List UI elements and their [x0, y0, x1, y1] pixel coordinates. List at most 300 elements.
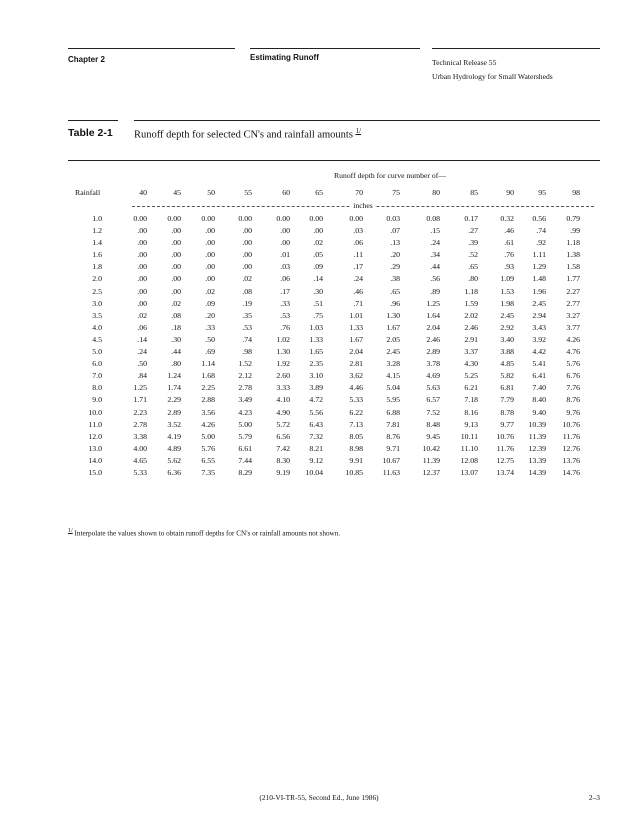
page-number: 2–3	[588, 793, 600, 802]
runoff-cell: .35	[242, 310, 252, 320]
runoff-cell: .50	[205, 334, 215, 344]
rainfall-cell: 1.2	[92, 226, 102, 236]
runoff-cell: .20	[390, 250, 400, 260]
runoff-cell: 1.59	[464, 298, 478, 308]
runoff-cell: 4.15	[386, 371, 400, 381]
runoff-cell: .15	[430, 226, 440, 236]
runoff-cell: .34	[430, 250, 440, 260]
footer-citation: (210-VI-TR-55, Second Ed., June 1986)	[259, 793, 379, 802]
runoff-cell: .29	[390, 262, 400, 272]
runoff-cell: 5.82	[500, 371, 514, 381]
runoff-cell: .00	[137, 286, 147, 296]
runoff-cell: .53	[242, 322, 252, 332]
runoff-cell: 2.45	[500, 310, 514, 320]
runoff-cell: 5.79	[238, 431, 252, 441]
runoff-cell: 5.63	[426, 383, 440, 393]
runoff-cell: 5.95	[386, 395, 400, 405]
runoff-cell: .00	[205, 226, 215, 236]
runoff-cell: 2.46	[426, 334, 440, 344]
runoff-cell: .53	[280, 310, 290, 320]
runoff-cell: 1.65	[309, 347, 323, 357]
table-row	[68, 286, 580, 298]
cn-header: 55	[244, 188, 252, 197]
runoff-cell: 5.33	[349, 395, 363, 405]
runoff-cell: .30	[171, 334, 181, 344]
runoff-cell: 2.94	[532, 310, 546, 320]
rainfall-header: Rainfall	[75, 188, 101, 197]
runoff-cell: 1.30	[276, 347, 290, 357]
runoff-cell: 0.32	[500, 214, 514, 223]
runoff-cell: 3.89	[309, 383, 323, 393]
footnote	[68, 528, 340, 537]
runoff-cell: 3.43	[532, 322, 546, 332]
runoff-cell: 5.25	[464, 371, 478, 381]
runoff-cell: 2.04	[349, 347, 363, 357]
runoff-cell: .20	[205, 310, 215, 320]
runoff-cell: .00	[171, 286, 181, 296]
runoff-cell: 7.42	[276, 443, 290, 453]
runoff-cell: .96	[390, 298, 400, 308]
rainfall-cell: 1.6	[92, 250, 102, 260]
runoff-cell: .02	[313, 238, 323, 248]
rainfall-cell: 12.0	[88, 431, 102, 441]
rainfall-cell: 3.0	[92, 298, 102, 308]
runoff-cell: .05	[313, 250, 323, 260]
runoff-cell: 12.37	[422, 467, 440, 477]
runoff-cell: .02	[242, 274, 252, 284]
runoff-cell: 8.21	[309, 443, 323, 453]
runoff-cell: 13.39	[528, 455, 546, 465]
runoff-cell: .24	[137, 347, 147, 357]
runoff-cell: .00	[313, 226, 323, 236]
runoff-cell: 4.65	[133, 455, 147, 465]
runoff-cell: 10.11	[460, 431, 478, 441]
runoff-cell: 13.76	[562, 455, 580, 465]
rainfall-cell: 1.4	[92, 238, 102, 248]
table-row	[68, 322, 580, 334]
runoff-cell: 1.01	[349, 310, 363, 320]
runoff-cell: 5.72	[276, 419, 290, 429]
table-header-row	[68, 183, 580, 203]
runoff-cell: .24	[353, 274, 363, 284]
runoff-cell: 2.46	[464, 322, 478, 332]
runoff-cell: 1.24	[167, 371, 181, 381]
runoff-cell: .93	[504, 262, 514, 272]
table-row	[68, 455, 580, 467]
runoff-cell: .50	[137, 359, 147, 369]
runoff-cell: 8.30	[276, 455, 290, 465]
runoff-cell: 11.63	[382, 467, 400, 477]
cn-header: 50	[207, 188, 215, 197]
runoff-cell: 2.92	[500, 322, 514, 332]
runoff-cell: .03	[280, 262, 290, 272]
rainfall-cell: 1.8	[92, 262, 102, 272]
runoff-cell: 8.05	[349, 431, 363, 441]
rainfall-cell: 11.0	[88, 419, 102, 429]
runoff-cell: 8.29	[238, 467, 252, 477]
cn-header: 85	[470, 188, 478, 197]
runoff-cell: 9.91	[349, 455, 363, 465]
rainfall-cell: 2.5	[92, 286, 102, 296]
runoff-cell: .11	[353, 250, 363, 260]
caption-footnote-mark: 1/	[355, 127, 362, 135]
runoff-cell: .76	[504, 250, 514, 260]
runoff-cell: 7.52	[426, 407, 440, 417]
runoff-cell: .06	[137, 322, 147, 332]
table-title-rule-right	[134, 120, 600, 121]
table-row	[68, 370, 580, 382]
runoff-cell: 14.39	[528, 467, 546, 477]
rainfall-cell: 3.5	[92, 310, 102, 320]
runoff-cell: .01	[280, 250, 290, 260]
runoff-cell: 2.25	[201, 383, 215, 393]
table-top-rule	[68, 160, 600, 161]
runoff-cell: 1.33	[309, 334, 323, 344]
runoff-cell: 12.39	[528, 443, 546, 453]
runoff-cell: 1.11	[532, 250, 546, 260]
rainfall-cell: 1.0	[92, 214, 102, 223]
runoff-cell: 5.04	[386, 383, 400, 393]
runoff-cell: 4.26	[201, 419, 215, 429]
runoff-cell: 7.13	[349, 419, 363, 429]
runoff-cell: .30	[313, 286, 323, 296]
runoff-cell: 3.49	[238, 395, 252, 405]
runoff-cell: .03	[353, 226, 363, 236]
table-row	[68, 346, 580, 358]
runoff-cell: 6.81	[500, 383, 514, 393]
runoff-cell: 8.16	[464, 407, 478, 417]
runoff-cell: 2.23	[133, 407, 147, 417]
cn-header: 60	[282, 188, 290, 197]
header-rule-left	[68, 48, 235, 49]
runoff-cell: 2.81	[349, 359, 363, 369]
runoff-cell: 4.90	[276, 407, 290, 417]
runoff-cell: 0.00	[276, 214, 290, 223]
runoff-cell: 6.56	[276, 431, 290, 441]
rainfall-cell: 13.0	[88, 443, 102, 453]
runoff-cell: 7.44	[238, 455, 252, 465]
runoff-cell: 3.37	[464, 347, 478, 357]
runoff-cell: 2.04	[426, 322, 440, 332]
runoff-cell: 4.89	[167, 443, 181, 453]
runoff-cell: .80	[171, 359, 181, 369]
runoff-cell: .74	[242, 334, 252, 344]
runoff-cell: 9.45	[426, 431, 440, 441]
cn-header: 90	[506, 188, 514, 197]
runoff-cell: 10.67	[382, 455, 400, 465]
runoff-cell: .14	[137, 334, 147, 344]
runoff-cell: .80	[468, 274, 478, 284]
runoff-cell: 11.76	[562, 431, 580, 441]
runoff-cell: 9.77	[500, 419, 514, 429]
runoff-cell: 3.77	[566, 322, 580, 332]
table-row	[68, 298, 580, 310]
runoff-cell: 0.00	[349, 214, 363, 223]
runoff-cell: 3.40	[500, 334, 514, 344]
runoff-cell: 4.76	[566, 347, 580, 357]
runoff-cell: .56	[430, 274, 440, 284]
runoff-cell: 2.78	[238, 383, 252, 393]
runoff-cell: 1.30	[386, 310, 400, 320]
runoff-cell: .51	[313, 298, 323, 308]
cn-header: 98	[572, 188, 580, 197]
runoff-cell: 6.43	[309, 419, 323, 429]
runoff-cell: 7.32	[309, 431, 323, 441]
runoff-cell: 10.76	[562, 419, 580, 429]
runoff-cell: 11.10	[460, 443, 478, 453]
runoff-cell: 4.85	[500, 359, 514, 369]
runoff-cell: 3.56	[201, 407, 215, 417]
runoff-cell: .99	[570, 226, 580, 236]
unit-row	[132, 201, 594, 211]
runoff-cell: 1.68	[201, 371, 215, 381]
runoff-cell: 10.85	[345, 467, 363, 477]
runoff-cell: 2.91	[464, 334, 478, 344]
runoff-cell: .89	[430, 286, 440, 296]
runoff-cell: 2.45	[532, 298, 546, 308]
runoff-cell: 6.61	[238, 443, 252, 453]
table-label: Table 2-1	[68, 127, 113, 139]
runoff-cell: 4.30	[464, 359, 478, 369]
cn-header: 75	[392, 188, 400, 197]
runoff-cell: 4.19	[167, 431, 181, 441]
table-row	[68, 213, 580, 225]
runoff-cell: 5.00	[238, 419, 252, 429]
runoff-cell: 8.76	[566, 395, 580, 405]
runoff-cell: 1.02	[276, 334, 290, 344]
runoff-cell: 9.13	[464, 419, 478, 429]
runoff-cell: 1.96	[532, 286, 546, 296]
runoff-cell: 0.79	[566, 214, 580, 223]
unit-label: inches	[353, 201, 373, 210]
unit-label-wrap	[132, 201, 594, 211]
rainfall-cell: 7.0	[92, 371, 102, 381]
runoff-cell: .00	[171, 226, 181, 236]
runoff-cell: 11.39	[528, 431, 546, 441]
runoff-cell: 9.40	[532, 407, 546, 417]
runoff-cell: .65	[390, 286, 400, 296]
cn-header: 65	[315, 188, 323, 197]
runoff-cell: 14.76	[562, 467, 580, 477]
runoff-cell: .00	[137, 250, 147, 260]
runoff-cell: 4.10	[276, 395, 290, 405]
runoff-cell: 0.00	[167, 214, 181, 223]
runoff-cell: 11.39	[422, 455, 440, 465]
runoff-cell: 1.48	[532, 274, 546, 284]
runoff-cell: 1.18	[566, 238, 580, 248]
rainfall-cell: 8.0	[92, 383, 102, 393]
runoff-cell: 2.05	[386, 334, 400, 344]
runoff-cell: .09	[205, 298, 215, 308]
runoff-cell: 5.41	[532, 359, 546, 369]
runoff-cell: 1.67	[349, 334, 363, 344]
series-line-2: Urban Hydrology for Small Watersheds	[432, 72, 553, 81]
runoff-cell: .27	[468, 226, 478, 236]
runoff-cell: 2.89	[167, 407, 181, 417]
runoff-cell: 1.58	[566, 262, 580, 272]
runoff-cell: 7.79	[500, 395, 514, 405]
runoff-cell: 11.76	[496, 443, 514, 453]
table-row	[68, 382, 580, 394]
runoff-cell: .02	[137, 310, 147, 320]
runoff-cell: 1.98	[500, 298, 514, 308]
runoff-cell: 10.76	[496, 431, 514, 441]
runoff-cell: 0.00	[238, 214, 252, 223]
table-title-rule-left	[68, 120, 118, 121]
runoff-cell: 12.08	[460, 455, 478, 465]
runoff-cell: 13.07	[460, 467, 478, 477]
section-title: Estimating Runoff	[250, 53, 319, 62]
runoff-cell: 6.41	[532, 371, 546, 381]
runoff-cell: .39	[468, 238, 478, 248]
runoff-cell: 2.02	[464, 310, 478, 320]
runoff-cell: .00	[137, 238, 147, 248]
footnote-mark: 1/	[68, 528, 73, 534]
rainfall-cell: 14.0	[88, 455, 102, 465]
runoff-cell: 2.35	[309, 359, 323, 369]
runoff-cell: .06	[353, 238, 363, 248]
table-row	[68, 407, 580, 419]
runoff-cell: .06	[280, 274, 290, 284]
runoff-cell: .00	[137, 298, 147, 308]
rainfall-cell: 9.0	[92, 395, 102, 405]
runoff-cell: .00	[171, 250, 181, 260]
runoff-cell: 5.33	[133, 467, 147, 477]
footnote-text: Interpolate the values shown to obtain runoff depths for CN's or rainfall amounts not shown.	[74, 529, 341, 538]
runoff-cell: 0.00	[309, 214, 323, 223]
runoff-cell: 2.77	[566, 298, 580, 308]
runoff-cell: .44	[171, 347, 181, 357]
runoff-cell: 4.46	[349, 383, 363, 393]
runoff-cell: 9.76	[566, 407, 580, 417]
runoff-cell: 8.78	[500, 407, 514, 417]
runoff-cell: 1.33	[349, 322, 363, 332]
runoff-cell: .44	[430, 262, 440, 272]
runoff-cell: 2.45	[386, 347, 400, 357]
runoff-cell: 4.72	[309, 395, 323, 405]
runoff-cell: .33	[205, 322, 215, 332]
runoff-cell: 9.19	[276, 467, 290, 477]
runoff-cell: .00	[171, 238, 181, 248]
runoff-cell: 3.38	[133, 431, 147, 441]
runoff-cell: .61	[504, 238, 514, 248]
runoff-table	[68, 183, 580, 479]
runoff-cell: 0.00	[133, 214, 147, 223]
runoff-cell: 2.60	[276, 371, 290, 381]
runoff-cell: .92	[536, 238, 546, 248]
runoff-cell: 3.33	[276, 383, 290, 393]
table-row	[68, 419, 580, 431]
runoff-cell: 5.56	[309, 407, 323, 417]
runoff-cell: 6.36	[167, 467, 181, 477]
runoff-cell: .00	[205, 250, 215, 260]
runoff-cell: .00	[280, 238, 290, 248]
rainfall-cell: 15.0	[88, 467, 102, 477]
runoff-cell: 6.88	[386, 407, 400, 417]
runoff-cell: 1.25	[133, 383, 147, 393]
runoff-cell: 3.88	[500, 347, 514, 357]
table-row	[68, 394, 580, 406]
runoff-cell: .75	[313, 310, 323, 320]
runoff-cell: 7.35	[201, 467, 215, 477]
runoff-cell: .02	[205, 286, 215, 296]
table-caption	[134, 127, 361, 141]
runoff-cell: 1.18	[464, 286, 478, 296]
table-row	[68, 310, 580, 322]
runoff-cell: 3.27	[566, 310, 580, 320]
runoff-cell: 8.98	[349, 443, 363, 453]
runoff-cell: 12.76	[562, 443, 580, 453]
runoff-cell: 10.42	[422, 443, 440, 453]
runoff-cell: .00	[205, 274, 215, 284]
runoff-cell: .13	[390, 238, 400, 248]
runoff-cell: 7.18	[464, 395, 478, 405]
runoff-cell: .00	[137, 274, 147, 284]
table-row	[68, 237, 580, 249]
runoff-cell: .02	[171, 298, 181, 308]
cn-header: 45	[173, 188, 181, 197]
rainfall-cell: 6.0	[92, 359, 102, 369]
runoff-cell: 4.00	[133, 443, 147, 453]
runoff-cell: 6.21	[464, 383, 478, 393]
runoff-cell: 2.12	[238, 371, 252, 381]
runoff-cell: .00	[205, 262, 215, 272]
runoff-cell: 1.14	[201, 359, 215, 369]
rainfall-cell: 10.0	[88, 407, 102, 417]
rainfall-cell: 5.0	[92, 347, 102, 357]
runoff-cell: 5.62	[167, 455, 181, 465]
runoff-cell: .00	[280, 226, 290, 236]
runoff-cell: 9.12	[309, 455, 323, 465]
runoff-cell: .00	[242, 238, 252, 248]
series-info	[432, 56, 553, 84]
runoff-cell: .09	[313, 262, 323, 272]
runoff-cell: 1.53	[500, 286, 514, 296]
runoff-cell: .74	[536, 226, 546, 236]
runoff-cell: 7.81	[386, 419, 400, 429]
runoff-cell: 12.75	[496, 455, 514, 465]
table-row	[68, 467, 580, 479]
runoff-cell: 3.92	[532, 334, 546, 344]
runoff-cell: 2.29	[167, 395, 181, 405]
runoff-cell: 5.00	[201, 431, 215, 441]
cn-header: 40	[139, 188, 147, 197]
runoff-cell: 0.00	[201, 214, 215, 223]
runoff-cell: .38	[390, 274, 400, 284]
runoff-cell: 2.88	[201, 395, 215, 405]
table-caption-text: Runoff depth for selected CN's and rainfall amounts	[134, 129, 353, 141]
table-row	[68, 334, 580, 346]
runoff-cell: .00	[171, 262, 181, 272]
runoff-cell: 1.74	[167, 383, 181, 393]
table-row	[68, 249, 580, 261]
runoff-cell: .46	[353, 286, 363, 296]
runoff-cell: 9.71	[386, 443, 400, 453]
rainfall-cell: 2.0	[92, 274, 102, 284]
runoff-cell: 1.77	[566, 274, 580, 284]
runoff-cell: 3.78	[426, 359, 440, 369]
table-row	[68, 443, 580, 455]
runoff-cell: 4.42	[532, 347, 546, 357]
table-row	[68, 261, 580, 273]
runoff-cell: .08	[171, 310, 181, 320]
cn-header: 70	[355, 188, 363, 197]
runoff-cell: .24	[430, 238, 440, 248]
runoff-cell: 0.03	[386, 214, 400, 223]
runoff-cell: 13.74	[496, 467, 514, 477]
runoff-cell: .65	[468, 262, 478, 272]
runoff-cell: 4.23	[238, 407, 252, 417]
